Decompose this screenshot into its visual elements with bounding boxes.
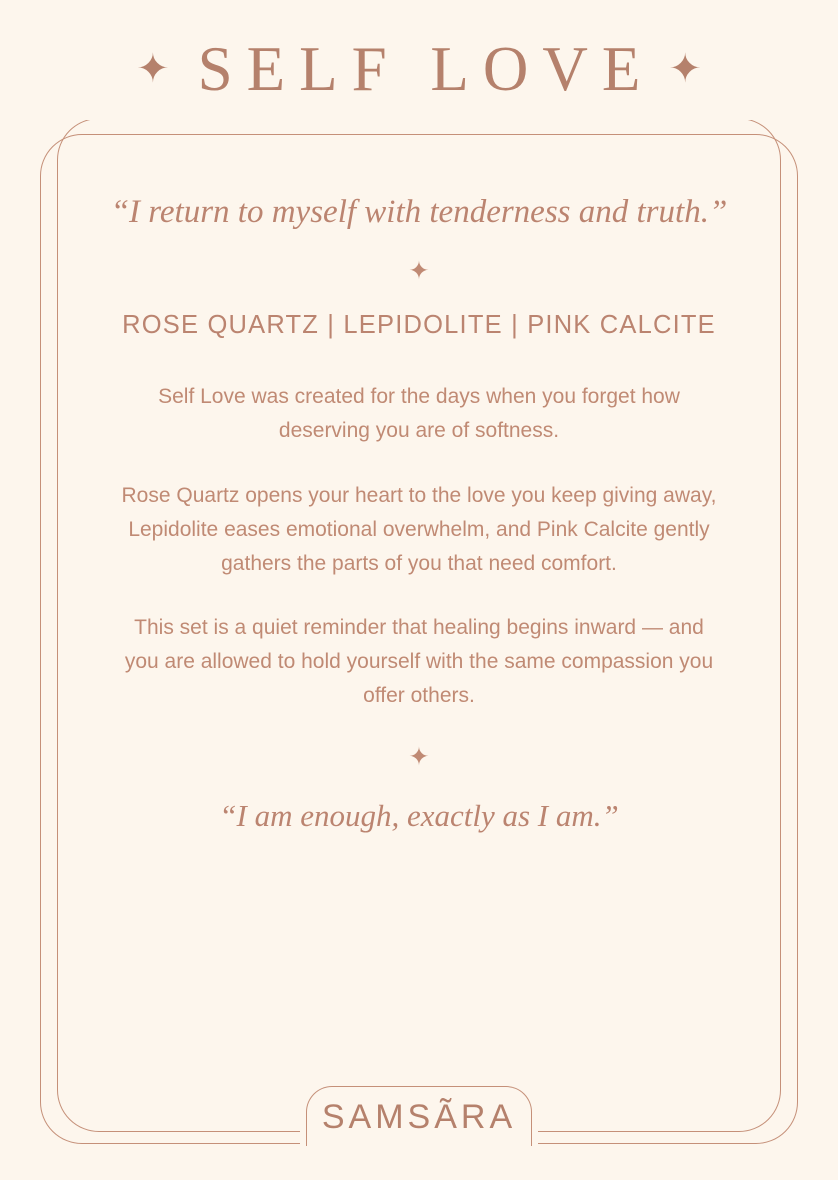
paragraph-2: Rose Quartz opens your heart to the love you keep giving away, Lepidolite eases emotional overwhelm, and Pink Calcite gently gathers the parts of you that need comfort.: [121, 483, 717, 575]
page-title: SELF LOVE: [197, 33, 655, 104]
paragraph-3: This set is a quiet reminder that healing begins inward — and you are allowed to hold yourself with the same compassion you offer others.: [124, 615, 714, 707]
star-divider-top: ✦: [408, 256, 430, 285]
star-divider-bottom: ✦: [408, 742, 430, 771]
stone-list: ROSE QUARTZ | LEPIDOLITE | PINK CALCITE: [122, 310, 716, 339]
closing-affirmation: “I am enough, exactly as I am.”: [219, 797, 619, 833]
card-content: [90, 190, 748, 836]
opening-affirmation: “I return to myself with tenderness and truth.”: [110, 194, 728, 230]
card-title-row: [0, 26, 838, 112]
star-icon-left: ✦: [136, 47, 170, 91]
star-icon-right: ✦: [668, 47, 702, 91]
paragraph-1: Self Love was created for the days when you forget how deserving you are of softness.: [158, 385, 680, 443]
frame-top-gap: [62, 110, 776, 120]
brand-wordmark: SAMSÃRA: [321, 1098, 517, 1136]
